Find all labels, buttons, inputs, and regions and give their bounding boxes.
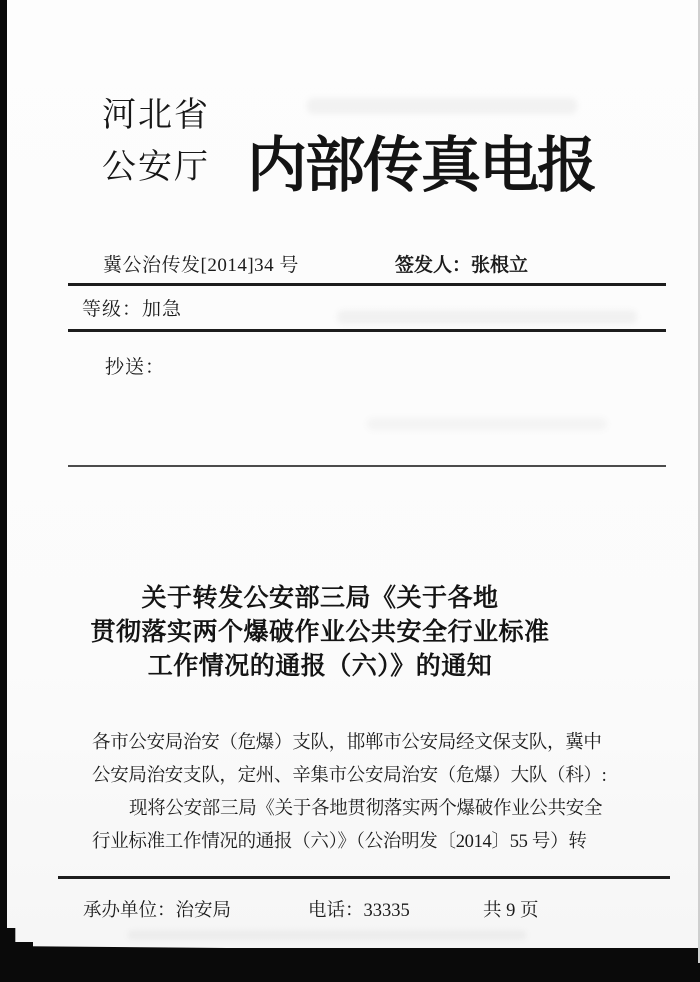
scan-bottom-edge <box>0 946 700 982</box>
handling-agency <box>83 896 231 922</box>
title-line-3: 工作情况的通报（六）》的通知 <box>147 653 493 680</box>
agency-label: 承办单位： <box>83 901 176 921</box>
org-name <box>102 90 210 194</box>
phone-label: 电话： <box>308 901 364 921</box>
body-line-3: 现将公安部三局《关于各地贯彻落实两个爆破作业公共安全 <box>129 799 603 819</box>
title-line-2: 贯彻落实两个爆破作业公共安全行业标准 <box>90 619 550 646</box>
issuer-name: 张根立 <box>471 255 529 276</box>
level-value: 加急 <box>142 299 183 320</box>
body-line-4: 行业标准工作情况的通报（六）》（公治明发〔2014〕55 号）转 <box>92 832 587 852</box>
org-name-line2: 公安厅 <box>102 149 210 186</box>
document-title <box>7 582 633 684</box>
reference-row <box>7 250 700 276</box>
issuer-label: 签发人： <box>395 255 472 276</box>
body-line-2: 公安局治安支队，定州、辛集市公安局治安（危爆）大队（科）: <box>92 766 607 786</box>
scan-smudge <box>367 418 607 430</box>
phone-value: 33335 <box>363 901 410 921</box>
title-line-1: 关于转发公安部三局《关于各地 <box>141 585 499 612</box>
cc-label: 抄送： <box>105 357 166 378</box>
document-body <box>92 727 620 859</box>
phone <box>308 896 410 922</box>
footer-rule <box>58 876 670 879</box>
horizontal-rule <box>68 329 666 332</box>
scan-smudge <box>307 98 577 114</box>
body-line-1: 各市公安局治安（危爆）支队，邯郸市公安局经文保支队，冀中 <box>92 733 602 753</box>
scan-smudge <box>127 930 527 940</box>
agency-value: 治安局 <box>175 901 232 921</box>
cc-row <box>105 352 165 379</box>
issuer <box>395 250 528 277</box>
level-label: 等级： <box>82 299 143 320</box>
page-count: 共 9 页 <box>483 901 539 921</box>
horizontal-rule <box>68 465 666 467</box>
scan-smudge <box>337 310 637 324</box>
footer-row <box>7 896 700 922</box>
paper-page <box>7 0 700 948</box>
document-number: 冀公治传发[2014]34 号 <box>103 255 299 276</box>
horizontal-rule <box>68 283 666 286</box>
org-name-line1: 河北省 <box>102 97 210 134</box>
urgency-row <box>82 294 182 321</box>
masthead-title: 内部传真电报 <box>247 133 595 199</box>
